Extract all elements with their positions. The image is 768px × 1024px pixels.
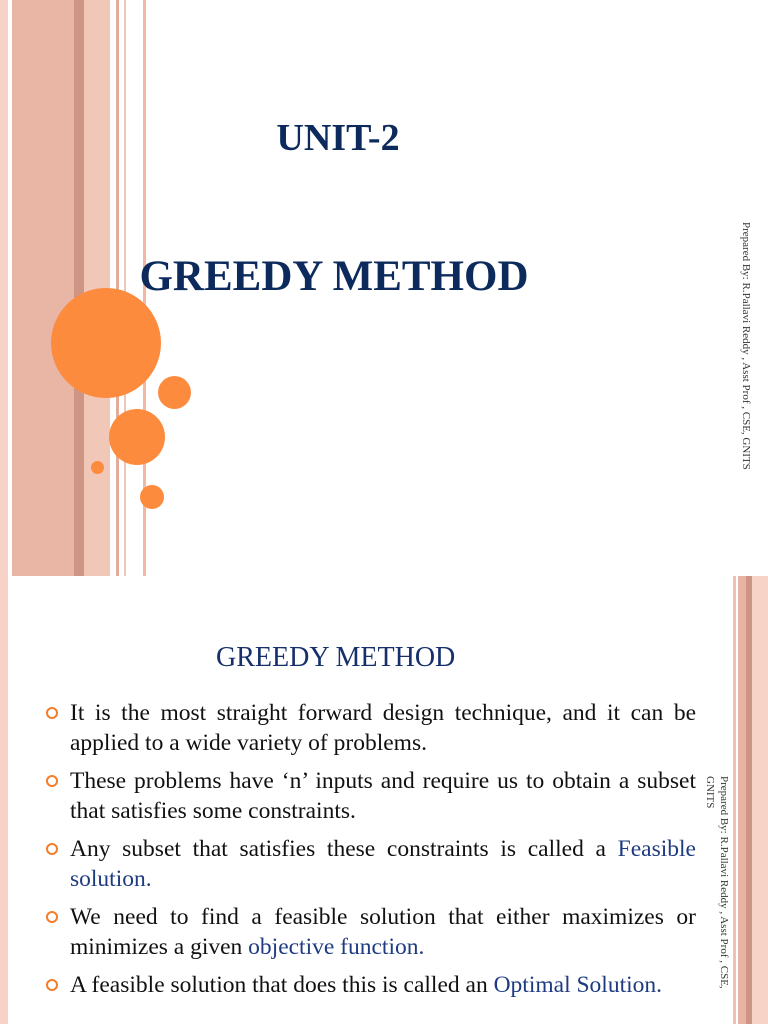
slide-title: GREEDY METHOD: [216, 642, 456, 673]
slide-footer-line2: GNITS: [704, 776, 716, 809]
bullet-circle-icon: [46, 775, 58, 787]
decorative-circle-small: [158, 376, 191, 409]
bullet-circle-icon: [46, 979, 58, 991]
decorative-circle-small-2: [140, 485, 164, 509]
bullet-circle-icon: [46, 843, 58, 855]
bullet-list: [46, 698, 696, 1008]
bullet-text: Any subset that satisfies these constraints is called a: [70, 836, 618, 862]
bullet-text: It is the most straight forward design technique, and it can be applied to a wide variety of problems.: [70, 700, 696, 756]
bullet-circle-icon: [46, 911, 58, 923]
highlight-term: Feasible solution.: [70, 836, 696, 892]
top-left-stripe: [0, 576, 8, 1024]
right-stripe-light: [752, 576, 768, 1024]
decorative-circle-large: [51, 288, 161, 398]
list-item: [46, 698, 696, 758]
content-slide: [0, 576, 768, 1024]
decorative-circle-medium: [109, 409, 165, 465]
slide-footer-line1: Prepared By: R.Pallavi Reddy , Asst Prof , CSE,: [718, 776, 730, 989]
list-item: [46, 766, 696, 826]
right-stripe-thin: [733, 576, 736, 1024]
list-item: [46, 902, 696, 962]
slide-title: GREEDY METHOD: [139, 253, 529, 300]
list-item: [46, 970, 696, 1000]
bullet-text: These problems have ‘n’ inputs and require us to obtain a subset that satisfies some constraints.: [70, 768, 696, 824]
highlight-term: objective function.: [248, 934, 425, 960]
bullet-text: We need to find a feasible solution that either maximizes or minimizes a given: [70, 904, 696, 960]
right-stripe-band: [738, 576, 746, 1024]
decorative-circle-tiny: [91, 461, 104, 474]
list-item: [46, 834, 696, 894]
bullet-text: A feasible solution that does this is called an: [70, 972, 494, 998]
highlight-term: Optimal Solution.: [493, 972, 663, 998]
unit-heading: UNIT-2: [276, 117, 400, 159]
bullet-circle-icon: [46, 707, 58, 719]
slide-footer: Prepared By: R.Pallavi Reddy , Asst Prof , CSE, GNITS: [740, 222, 752, 470]
